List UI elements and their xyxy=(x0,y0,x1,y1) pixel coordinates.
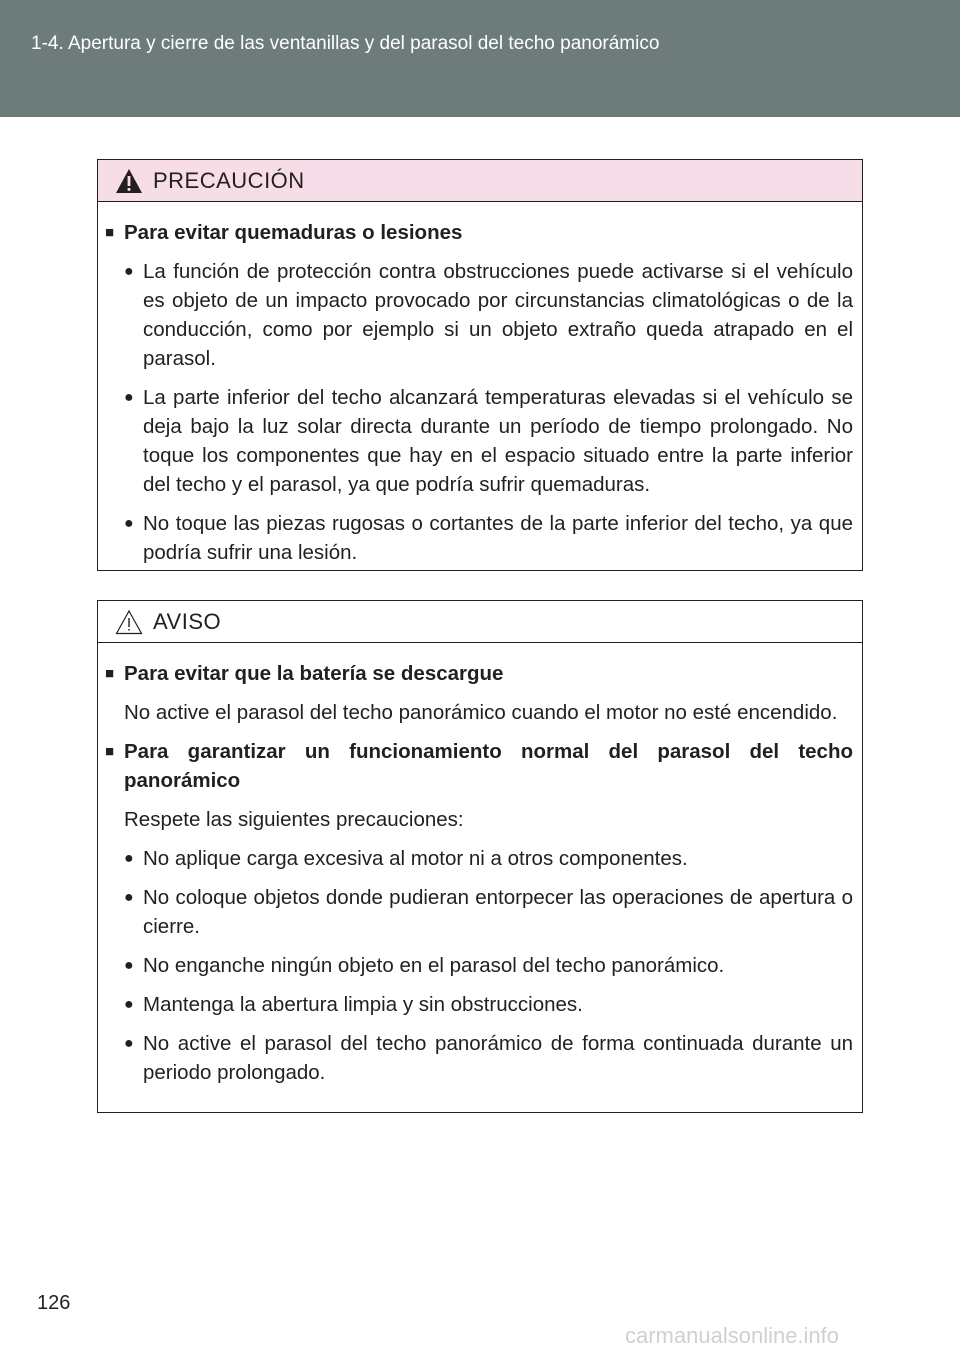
caution-bullet-text: No toque las piezas rugosas o cortantes de la parte inferior del techo, ya que podría sufrir una lesión. xyxy=(143,512,853,564)
notice-section-battery xyxy=(105,659,853,688)
page-header xyxy=(0,0,960,117)
square-bullet-icon: ■ xyxy=(105,665,115,682)
header-title: 1-4. Apertura y cierre de las ventanillas y del parasol del techo panorámico xyxy=(31,33,660,54)
notice-bullet-text: Mantenga la abertura limpia y sin obstrucciones. xyxy=(143,993,583,1016)
notice-box xyxy=(97,600,863,1113)
notice-bullet-text: No enganche ningún objeto en el parasol del techo panorámico. xyxy=(143,954,725,977)
caution-bullet-text: La función de protección contra obstrucciones puede activarse si el vehículo es objeto de un impacto provocado por circunstancias climatológicas o de la conducción, como por ejemplo si un objeto extraño queda atrapado en el parasol. xyxy=(143,260,853,370)
list-item xyxy=(124,951,853,980)
watermark: carmanualsonline.info xyxy=(625,1323,840,1348)
warning-filled-icon xyxy=(115,168,143,194)
warning-outline-icon xyxy=(115,609,143,635)
square-bullet-icon: ■ xyxy=(105,743,115,760)
notice-section-text: No active el parasol del techo panorámico cuando el motor no esté encendido. xyxy=(124,701,838,724)
list-item xyxy=(124,990,853,1019)
bullet-icon: ● xyxy=(124,957,134,974)
bullet-icon: ● xyxy=(124,389,134,406)
caution-title: PRECAUCIÓN xyxy=(153,167,305,193)
notice-bullet-text: No active el parasol del techo panorámico de forma continuada durante un periodo prolongado. xyxy=(143,1032,853,1084)
notice-section-operation xyxy=(105,737,853,795)
caution-header xyxy=(98,160,862,202)
bullet-icon: ● xyxy=(124,1035,134,1052)
list-item xyxy=(124,844,853,873)
caution-box xyxy=(97,159,863,571)
notice-section-title: Para garantizar un funcionamiento normal del parasol del techo panorámico xyxy=(124,740,853,792)
notice-header xyxy=(98,601,862,643)
bullet-icon: ● xyxy=(124,996,134,1013)
page-number: 126 xyxy=(37,1292,71,1314)
caution-section xyxy=(105,218,853,247)
notice-section-title: Para evitar que la batería se descargue xyxy=(124,662,504,685)
notice-bullet-text: No aplique carga excesiva al motor ni a otros componentes. xyxy=(143,847,688,870)
bullet-icon: ● xyxy=(124,515,134,532)
bullet-icon: ● xyxy=(124,889,134,906)
caution-section-title: Para evitar quemaduras o lesiones xyxy=(124,221,463,244)
bullet-icon: ● xyxy=(124,850,134,867)
square-bullet-icon: ■ xyxy=(105,224,115,241)
list-item xyxy=(124,1029,853,1087)
list-item xyxy=(124,257,853,373)
list-item xyxy=(124,383,853,499)
bullet-icon: ● xyxy=(124,263,134,280)
notice-bullet-text: No coloque objetos donde pudieran entorpecer las operaciones de apertura o cierre. xyxy=(143,886,853,938)
notice-section-intro: Respete las siguientes precauciones: xyxy=(124,808,464,831)
caution-bullet-text: La parte inferior del techo alcanzará temperaturas elevadas si el vehículo se deja bajo la luz solar directa durante un período de tiempo prolongado. No toque los componentes que hay en el espacio situado entre la parte inferior del techo y el parasol, ya que podría sufrir quemaduras. xyxy=(143,386,853,496)
list-item xyxy=(124,509,853,567)
notice-title: AVISO xyxy=(153,608,222,634)
list-item xyxy=(124,883,853,941)
